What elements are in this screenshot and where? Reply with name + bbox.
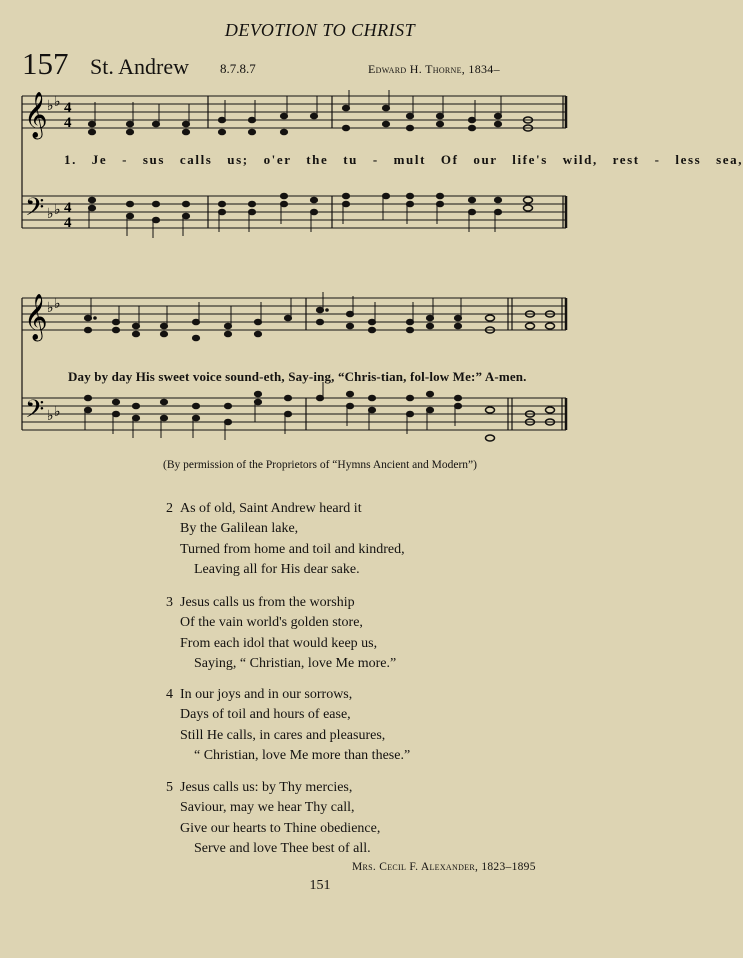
stanza-line: Saviour, may we hear Thy call, [180, 800, 355, 816]
lyric-line-2: Day by day His sweet voice sound-eth, Say-ing, “Chris-tian, fol-low Me:” A-men. [68, 369, 527, 384]
flat-sign-icon: ♭ [47, 207, 54, 222]
stanza-line: Still He calls, in cares and pleasures, [180, 727, 386, 743]
notes-treble-2 [84, 292, 554, 341]
stanza-line: Give our hearts to Thine obedience, [180, 820, 381, 836]
treble-clef-icon: 𝄞 [24, 294, 48, 339]
stanza-line: Serve and love Thee best of all. [194, 840, 371, 856]
svg-text:4: 4 [64, 215, 72, 231]
stanza-4 [166, 685, 410, 766]
svg-text:4: 4 [64, 115, 72, 131]
svg-text:♭: ♭ [54, 203, 61, 218]
flat-sign-icon: ♭ [47, 99, 54, 114]
stanza-line: By the Galilean lake, [180, 521, 299, 537]
stanza-line: From each idol that would keep us, [180, 635, 378, 651]
svg-text:♭: ♭ [54, 95, 61, 110]
section-title: DEVOTION TO CHRIST [224, 20, 416, 40]
meter: 8.7.8.7 [220, 61, 256, 76]
tune-name: St. Andrew [90, 54, 189, 79]
notes-bass-1 [88, 193, 532, 238]
stanza-line: 2 As of old, Saint Andrew heard it [166, 501, 362, 516]
composer-credit: Edward H. Thorne, 1834– [368, 62, 500, 76]
permission-note: (By permission of the Proprietors of “Hymns Ancient and Modern”) [163, 459, 477, 471]
stanza-line: Of the vain world's golden store, [180, 615, 363, 631]
author-credit: Mrs. Cecil F. Alexander, 1823–1895 [352, 861, 536, 873]
stanza-line: 4 In our joys and in our sorrows, [166, 687, 353, 702]
stanza-line: Days of toil and hours of ease, [180, 707, 351, 723]
svg-text:♭: ♭ [47, 301, 54, 316]
stanza-line: Leaving all for His dear sake. [194, 561, 360, 577]
staff-lines [22, 298, 566, 430]
stanza-line: Saying, “ Christian, love Me more.” [194, 655, 397, 671]
stanza-line: 5 Jesus calls us: by Thy mercies, [166, 780, 353, 795]
svg-text:♭: ♭ [54, 297, 61, 312]
stanza-5 [166, 778, 380, 859]
notes-bass-2 [84, 382, 554, 441]
stanza-line: 3 Jesus calls us from the worship [166, 595, 355, 610]
hymn-number: 157 [22, 46, 69, 81]
stanza-3 [166, 593, 396, 674]
lyric-line-1: 1. Je - sus calls us; o'er the tu - mult Of our life's wild, rest - less sea, [64, 152, 743, 167]
svg-text:♭: ♭ [54, 405, 61, 420]
stanza-line: Turned from home and toil and kindred, [180, 541, 405, 557]
stanza-2 [166, 499, 405, 580]
page-number: 151 [309, 878, 331, 893]
stanza-line: “ Christian, love Me more than these.” [194, 747, 411, 763]
treble-clef-icon: 𝄞 [24, 92, 48, 137]
bass-clef-icon: 𝄢 [25, 396, 45, 429]
svg-text:4: 4 [64, 200, 72, 216]
bass-clef-icon: 𝄢 [25, 194, 45, 227]
time-signature: 4 [64, 100, 72, 116]
svg-text:♭: ♭ [47, 409, 54, 424]
